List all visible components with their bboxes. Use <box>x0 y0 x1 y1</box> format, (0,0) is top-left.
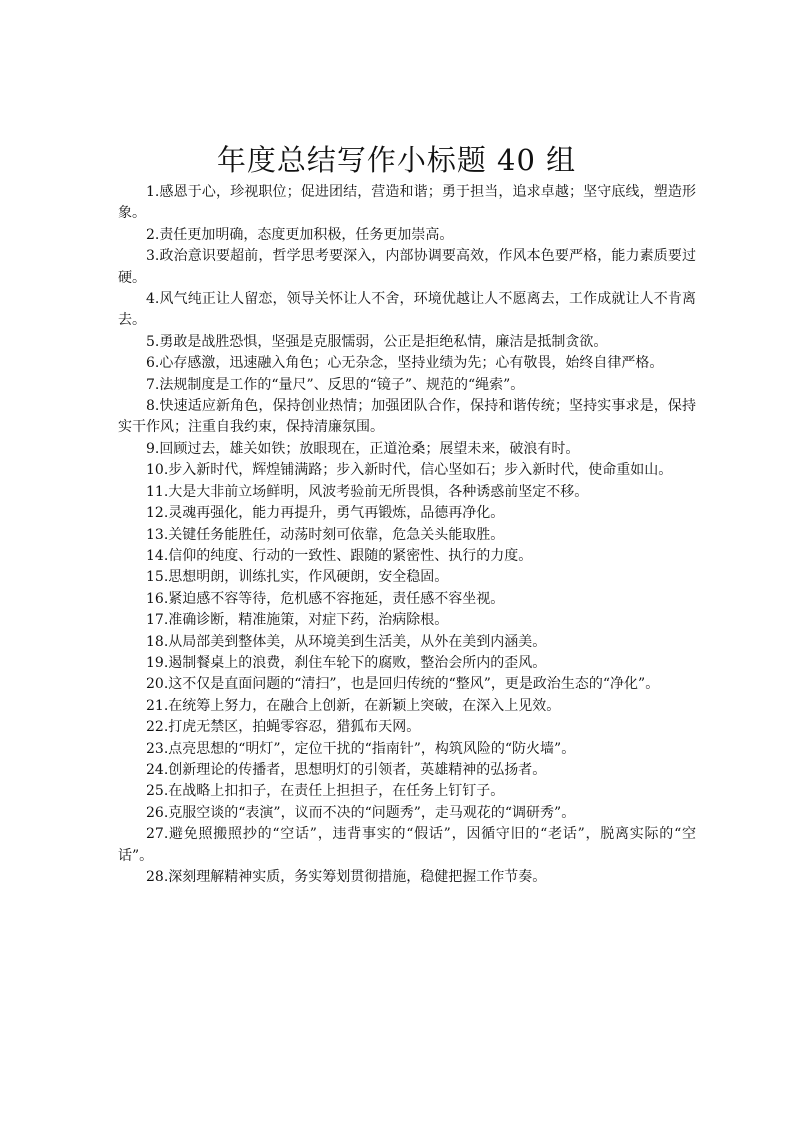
list-item: 8.快速适应新角色，保持创业热情；加强团队合作，保持和谐传统；坚持实事求是，保持实干作风；注重自我约束，保持清廉氛围。 <box>118 398 696 436</box>
list-item: 17.准确诊断，精准施策，对症下药，治病除根。 <box>146 612 449 629</box>
list-item: 18.从局部美到整体美，从环境美到生活美，从外在美到内涵美。 <box>146 633 547 650</box>
list-item: 14.信仰的纯度、行动的一致性、跟随的紧密性、执行的力度。 <box>146 547 533 564</box>
list-item: 27.避免照搬照抄的“空话”，违背事实的“假话”，因循守旧的“老话”，脱离实际的“空话”。 <box>118 826 696 864</box>
list-item: 16.紧迫感不容等待，危机感不容拖延，责任感不容坐视。 <box>146 590 505 607</box>
list-item: 11.大是大非前立场鲜明，风波考验前无所畏惧，各种诱惑前坚定不移。 <box>146 483 589 500</box>
list-item: 9.回顾过去，雄关如铁；放眼现在，正道沧桑；展望未来，破浪有时。 <box>146 440 580 457</box>
list-item: 23.点亮思想的“明灯”，定位干扰的“指南针”，构筑风险的“防火墙”。 <box>146 740 576 757</box>
list-item: 2.责任更加明确，态度更加积极，任务更加崇高。 <box>146 226 454 243</box>
list-item: 28.深刻理解精神实质，务实筹划贯彻措施，稳健把握工作节奏。 <box>146 869 547 885</box>
list-item: 25.在战略上扣扣子，在责任上担担子，在任务上钉钉子。 <box>146 783 505 800</box>
document-body <box>118 182 696 888</box>
list-item: 4.风气纯正让人留恋，领导关怀让人不舍，环境优越让人不愿离去，工作成就让人不肯离去。 <box>118 291 696 329</box>
list-item: 24.创新理论的传播者，思想明灯的引领者，英雄精神的弘扬者。 <box>146 761 547 778</box>
list-item: 7.法规制度是工作的“量尺”、反思的“镜子”、规范的“绳索”。 <box>146 376 525 393</box>
list-item: 12.灵魂再强化，能力再提升，勇气再锻炼，品德再净化。 <box>146 505 505 522</box>
list-item: 15.思想明朗，训练扎实，作风硬朗，安全稳固。 <box>146 569 449 586</box>
list-item: 10.步入新时代，辉煌铺满路；步入新时代，信心坚如石；步入新时代，使命重如山。 <box>146 462 673 479</box>
list-item: 3.政治意识要超前，哲学思考要深入，内部协调要高效，作风本色要严格，能力素质要过硬。 <box>118 248 696 286</box>
list-item: 26.克服空谈的“表演”，议而不决的“问题秀”，走马观花的“调研秀”。 <box>146 804 576 821</box>
list-item: 13.关键任务能胜任，动荡时刻可依靠，危急关头能取胜。 <box>146 526 505 543</box>
list-item: 20.这不仅是直面问题的“清扫”，也是回归传统的“整风”，更是政治生态的“净化”。 <box>146 676 660 693</box>
list-item: 21.在统筹上努力，在融合上创新，在新颖上突破，在深入上见效。 <box>146 697 561 714</box>
list-item: 1.感恩于心，珍视职位；促进团结，营造和谐；勇于担当，追求卓越；坚守底线，塑造形象。 <box>118 184 696 222</box>
document-title: 年度总结写作小标题 40 组 <box>216 143 577 177</box>
list-item: 19.遏制餐桌上的浪费，刹住车轮下的腐败，整治会所内的歪风。 <box>146 654 547 671</box>
list-item: 5.勇敢是战胜恐惧，坚强是克服懦弱，公正是拒绝私情，廉洁是抵制贪欲。 <box>146 333 608 350</box>
list-item: 6.心存感激，迅速融入角色；心无杂念，坚持业绩为先；心有敬畏，始终自律严格。 <box>146 355 664 372</box>
list-item: 22.打虎无禁区，拍蝇零容忍，猎狐布天网。 <box>146 719 421 736</box>
